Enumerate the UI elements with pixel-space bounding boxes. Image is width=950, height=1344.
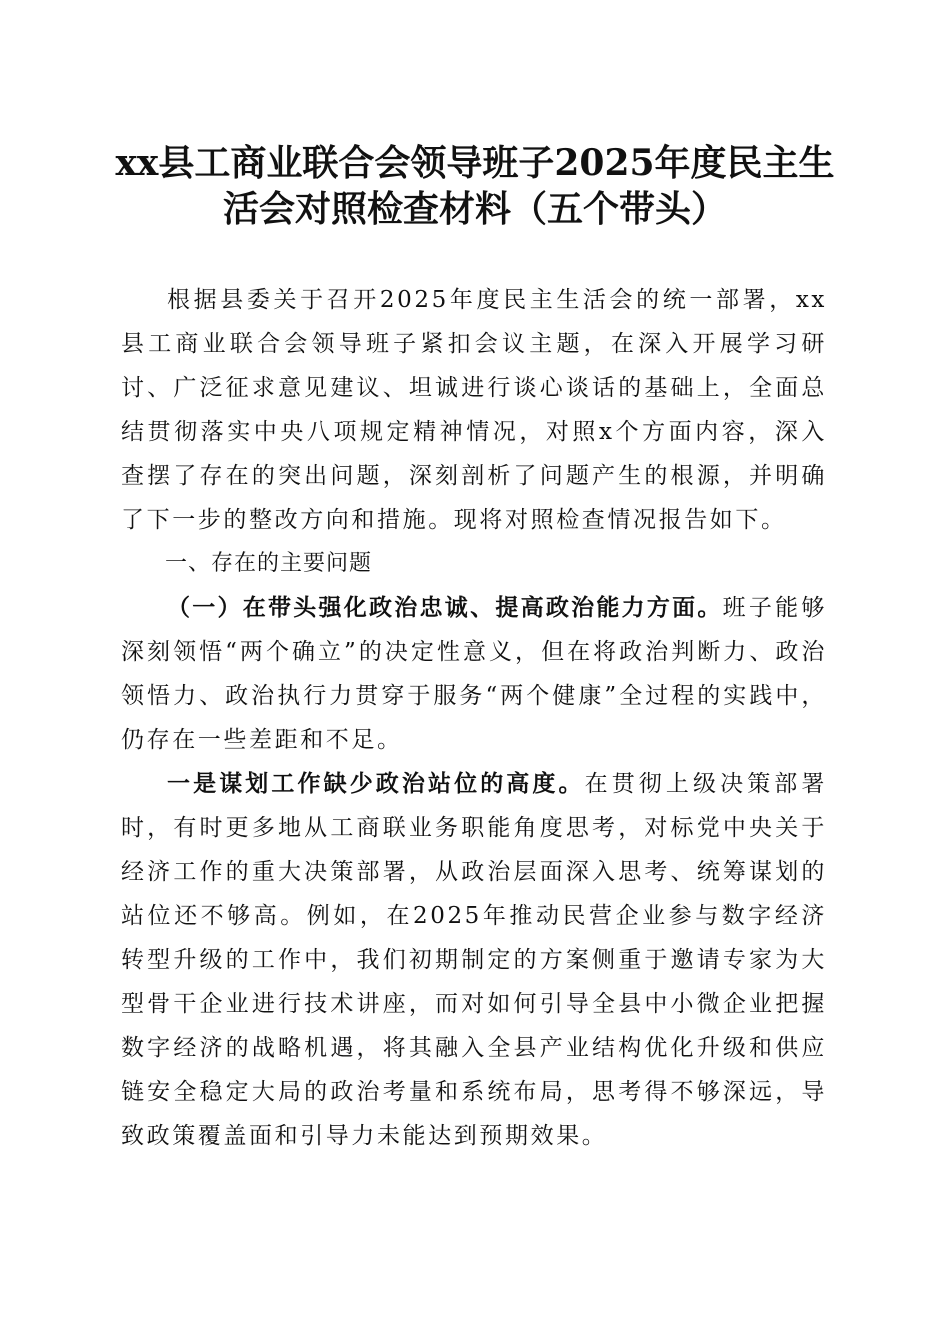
intro-paragraph: 根据县委关于召开2025年度民主生活会的统一部署，xx县工商业联合会领导班子紧扣会议主题，在深入开展学习研讨、广泛征求意见建议、坦诚进行谈心谈话的基础上，全面总结贯彻落实中央八项规定精神情况，对照x个方面内容，深入查摆了存在的突出问题，深刻剖析了问题产生的根源，并明确了下一步的整改方向和措施。现将对照检查情况报告如下。 bbox=[121, 287, 827, 533]
title-line-1: xx县工商业联合会领导班子2025年度民主生 bbox=[115, 142, 835, 184]
point-text: 在贯彻上级决策部署时，有时更多地从工商联业务职能角度思考，对标党中央关于经济工作的重大决策部署，从政治层面深入思考、统筹谋划的站位还不够高。例如，在2025年推动民营企业参与数字经济转型升级的工作中，我们初期制定的方案侧重于邀请专家为大型骨干企业进行技术讲座，而对如何引导全县中小微企业把握数字经济的战略机遇，将其融入全县产业结构优化升级和供应链安全稳定大局的政治考量和系统布局，思考得不够深远，导致政策覆盖面和引导力未能达到预期效果。 bbox=[121, 771, 827, 1149]
point-paragraph bbox=[121, 762, 827, 1158]
item-text: 班子能够深刻领悟“两个确立”的决定性意义，但在将政治判断力、政治领悟力、政治执行力贯穿于服务“两个健康”全过程的实践中，仍存在一些差距和不足。 bbox=[121, 595, 827, 753]
document-title bbox=[100, 140, 850, 232]
section-heading: 一、存在的主要问题 bbox=[165, 551, 373, 576]
point-lead: 一是谋划工作缺少政治站位的高度。 bbox=[167, 771, 585, 797]
item-lead: （一）在带头强化政治忠诚、提高政治能力方面。 bbox=[167, 595, 723, 621]
title-line-2: 活会对照检查材料（五个带头） bbox=[222, 188, 727, 230]
document-body bbox=[121, 278, 827, 1158]
item-paragraph bbox=[121, 586, 827, 762]
